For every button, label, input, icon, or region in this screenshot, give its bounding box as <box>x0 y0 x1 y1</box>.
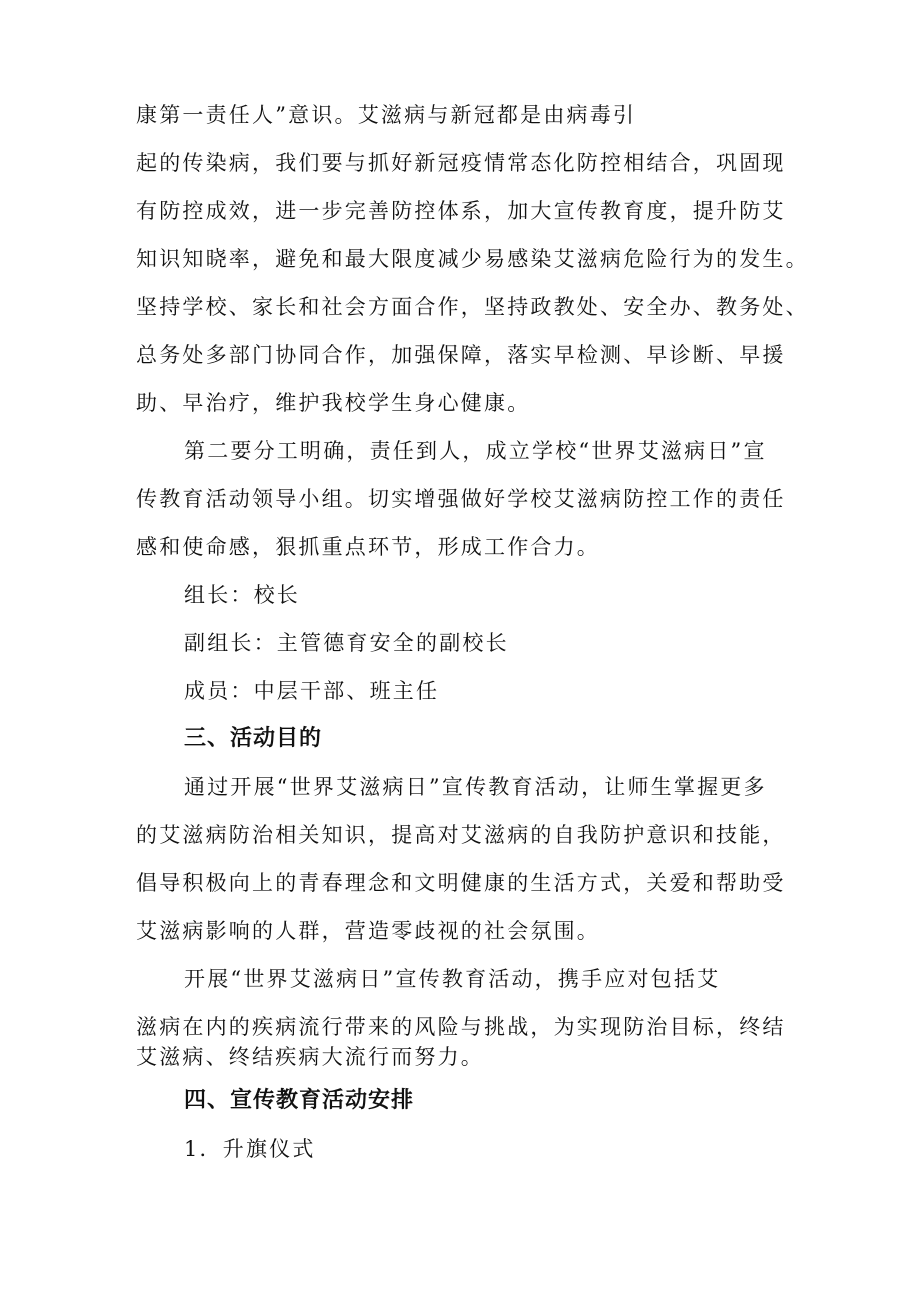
paragraph-line: 知识知晓率，避免和最大限度减少易感染艾滋病危险行为的发生。 <box>136 247 809 271</box>
paragraph-line: 开展“世界艾滋病日”宣传教育活动，携手应对包括艾 <box>184 967 721 991</box>
paragraph-line: 滋病在内的疾病流行带来的风险与挑战，为实现防治目标，终结 <box>136 1015 786 1039</box>
paragraph-line: 感和使命感，狠抓重点环节，形成工作合力。 <box>136 535 600 559</box>
members-line: 成员：中层干部、班主任 <box>184 679 440 703</box>
paragraph-line: 总务处多部门协同合作，加强保障，落实早检测、早诊断、早援 <box>136 343 786 367</box>
paragraph-line: 艾滋病、终结疾病大流行而努力。 <box>136 1045 484 1069</box>
list-item: 1．升旗仪式 <box>184 1137 316 1161</box>
paragraph-line: 艾滋病影响的人群，营造零歧视的社会氛围。 <box>136 919 600 943</box>
paragraph-line: 第二要分工明确，责任到人，成立学校“世界艾滋病日”宣 <box>184 439 767 463</box>
team-leader-line: 组长：校长 <box>184 583 300 607</box>
paragraph-line: 的艾滋病防治相关知识，提高对艾滋病的自我防护意识和技能， <box>136 823 786 847</box>
paragraph-line: 坚持学校、家长和社会方面合作，坚持政教处、安全办、教务处、 <box>136 295 809 319</box>
paragraph-line: 传教育活动领导小组。切实增强做好学校艾滋病防控工作的责任 <box>136 487 786 511</box>
paragraph-line: 倡导积极向上的青春理念和文明健康的生活方式，关爱和帮助受 <box>136 871 786 895</box>
section-heading: 四、宣传教育活动安排 <box>184 1088 415 1113</box>
paragraph-line: 助、早治疗，维护我校学生身心健康。 <box>136 391 531 415</box>
deputy-leader-line: 副组长：主管德育安全的副校长 <box>184 631 509 655</box>
paragraph-line: 康第一责任人”意识。艾滋病与新冠都是由病毒引 <box>136 103 637 127</box>
paragraph-line: 通过开展“世界艾滋病日”宣传教育活动，让师生掌握更多 <box>184 775 767 799</box>
section-heading: 三、活动目的 <box>184 726 323 751</box>
paragraph-line: 起的传染病，我们要与抓好新冠疫情常态化防控相结合，巩固现 <box>136 151 786 175</box>
paragraph-line: 有防控成效，进一步完善防控体系，加大宣传教育度，提升防艾 <box>136 199 786 223</box>
